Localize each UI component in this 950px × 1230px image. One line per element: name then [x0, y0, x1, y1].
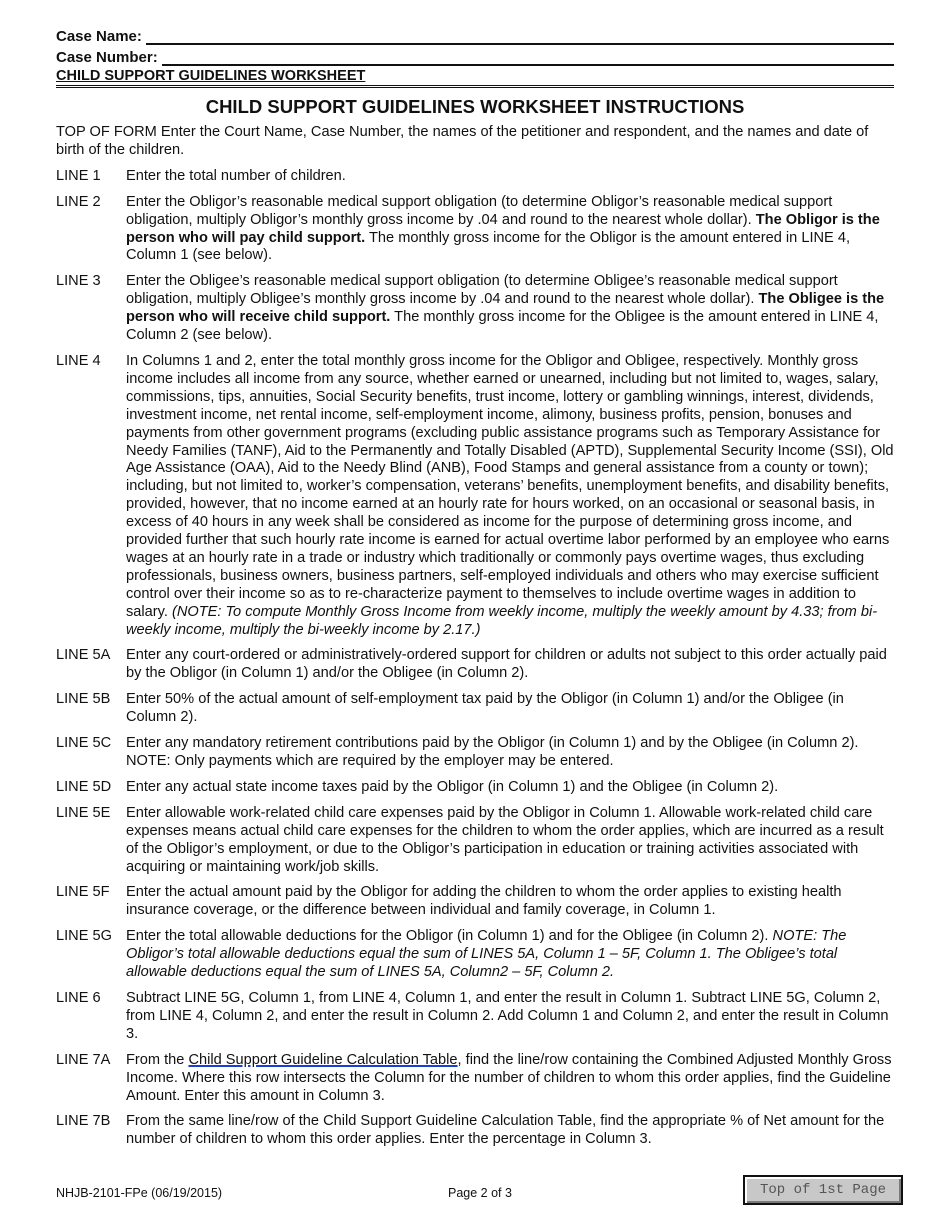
line-label: LINE 1	[56, 167, 101, 184]
line-text: In Columns 1 and 2, enter the total monthly gross income for the Obligor and Obligee, respectively. Monthly gross income includes all income from any source, whether earned or unearned, including but not limited to, wages, salary, commissions, tips, annuities, Social Security benefits, trust income, lottery or gambling winnings, interest, dividends, investment income, net rental income, self-employment income, alimony, business profits, pension, bonuses and payments from other government programs (excluding public assistance programs such as Temporary Assistance for Needy Families (TANF), Aid to the Permanently and Totally Disabled (APTD), Supplemental Security Income (SSI), Old Age Assistance (OAA), Aid to the Needy Blind (ANB), Food Stamps and general assistance from a county or town); including, but not limited to, worker’s compensation, veterans’ benefits, unemployment benefits, and disability benefits, provided, however, that no income earned at an hourly rate for hours worked, on an occasional or seasonal basis, in excess of 40 hours in any week shall be considered as income for the purpose of determining gross income, and provided further that such hourly rate income is earned for actual overtime labor performed by an employee who earns wages at an hourly rate in a trade or industry which traditionally or commonly pays overtime wages, thus excluding professionals, business owners, business partners, self-employed individuals and others who may exercise sufficient control over their income so as to re-characterize payment to themselves to include overtime wages in addition to salary. (NOTE: To compute Monthly Gross Income from weekly income, multiply the weekly amount by 4.33; from bi-weekly income, multiply the bi-weekly income by 2.17.)	[126, 352, 894, 638]
line-5a	[56, 647, 894, 683]
line-5g	[56, 928, 894, 982]
line-text: Enter the total allowable deductions for the Obligor (in Column 1) and for the Obligee (in Column 2). NOTE: The Obligor’s total allowable deductions equal the sum of LINES 5A, Column 1 – 5F, Column 1. The Obligee’s total allowable deductions equal the sum of LINES 5A, Column2 – 5F, Column 2.	[126, 928, 847, 981]
line-5c	[56, 735, 894, 771]
document-page	[56, 24, 894, 1157]
line-text: Enter the actual amount paid by the Obligor for adding the children to whom the order applies to existing health insurance coverage, or the difference between individual and family coverage, in Column 1.	[126, 884, 842, 919]
calculation-table-link[interactable]: Child Support Guideline Calculation Table	[188, 1051, 458, 1068]
line-text: Enter the Obligor’s reasonable medical support obligation (to determine Obligor’s reasonable medical support obligation, multiply Obligor’s monthly gross income by .04 and round to the nearest whole dollar). The Obligor is the person who will pay child support. The monthly gross income for the Obligor is the amount entered in LINE 4, Column 1 (see below).	[126, 193, 880, 264]
line-text: Enter any mandatory retirement contributions paid by the Obligor (in Column 1) and by the Obligee (in Column 2). NOTE: Only payments which are required by the employer may be entered.	[126, 735, 859, 769]
line-text: Enter the total number of children.	[126, 167, 346, 184]
line-5b	[56, 691, 894, 727]
line-5f	[56, 884, 894, 920]
line-text: From the same line/row of the Child Support Guideline Calculation Table, find the appropriate % of Net amount for the number of children to whom this order applies. Enter the percentage in Column 3.	[126, 1113, 885, 1148]
line-1	[56, 168, 894, 186]
line-text: Enter allowable work-related child care expenses paid by the Obligor in Column 1. Allowable work-related child care expenses means actual child care expenses for the children to whom the order applies, which are incurred as a result of the Obligor’s employment, or due to the Obligor’s participation in education or training activities associated with acquiring or maintaining work/job skills.	[126, 804, 884, 875]
case-name-row	[56, 24, 894, 45]
line-label: LINE 5B	[56, 691, 111, 708]
form-id: NHJB-2101-FPe (06/19/2015)	[56, 1186, 223, 1200]
line-4	[56, 353, 894, 640]
line-5d	[56, 779, 894, 797]
line-2	[56, 194, 894, 266]
case-number-field[interactable]	[162, 49, 894, 66]
line-text: From the Child Support Guideline Calculation Table, find the line/row containing the Combined Adjusted Monthly Gross Income. Where this row intersects the Column for the number of children to whom this order applies, find the Guideline Amount. Enter this amount in Column 3.	[126, 1051, 892, 1104]
intro-paragraph: TOP OF FORM Enter the Court Name, Case Number, the names of the petitioner and respondent, and the names and date of birth of the children.	[56, 124, 869, 158]
case-number-row	[56, 45, 894, 66]
line-label: LINE 7A	[56, 1051, 111, 1068]
line-label: LINE 5G	[56, 928, 112, 945]
case-name-label: Case Name:	[56, 28, 142, 45]
line-note: NOTE: The Obligor’s total allowable deductions equal the sum of LINES 5A, Column 1 – 5F, Column 1. The Obligee’s total allowable deductions equal the sum of LINES 5A, Column2 – 5F, Column 2.	[126, 928, 847, 981]
top-of-first-page-button[interactable]: Top of 1st Page	[743, 1175, 903, 1205]
line-text: Subtract LINE 5G, Column 1, from LINE 4, Column 1, and enter the result in Column 1. Subtract LINE 5G, Column 2, from LINE 4, Column 2, and enter the result in Column 2. Add Column 1 and Column 2, and enter the result in Column 3.	[126, 989, 889, 1042]
line-text: Enter 50% of the actual amount of self-employment tax paid by the Obligor (in Column 1) and/or the Obligee (in Column 2).	[126, 691, 844, 726]
obligor-definition: The Obligor is the person who will pay child support.	[126, 211, 880, 246]
line-label: LINE 5F	[56, 884, 110, 901]
page-number: Page 2 of 3	[448, 1186, 512, 1200]
case-number-label: Case Number:	[56, 49, 158, 66]
page-title: CHILD SUPPORT GUIDELINES WORKSHEET INSTRUCTIONS	[205, 96, 745, 117]
line-label: LINE 3	[56, 273, 101, 290]
line-label: LINE 5C	[56, 735, 112, 752]
line-7a	[56, 1052, 894, 1106]
line-text: Enter any actual state income taxes paid by the Obligor (in Column 1) and the Obligee (in Column 2).	[126, 778, 779, 795]
line-label: LINE 5D	[56, 778, 112, 795]
line-note: (NOTE: To compute Monthly Gross Income from weekly income, multiply the weekly amount by 4.33; from bi-weekly income, multiply the bi-weekly income by 2.17.)	[126, 603, 878, 638]
obligee-definition: The Obligee is the person who will receive child support.	[126, 291, 885, 326]
worksheet-title: CHILD SUPPORT GUIDELINES WORKSHEET	[56, 68, 366, 84]
line-text: Enter any court-ordered or administratively-ordered support for children or adults not subject to this order actually paid by the Obligor (in Column 1) and/or the Obligee (in Column 2).	[126, 647, 887, 682]
line-label: LINE 5A	[56, 647, 111, 664]
line-5e	[56, 805, 894, 877]
line-label: LINE 7B	[56, 1113, 111, 1130]
header-divider	[56, 85, 894, 88]
line-3	[56, 273, 894, 345]
line-6	[56, 990, 894, 1044]
line-7b	[56, 1113, 894, 1149]
line-label: LINE 2	[56, 193, 101, 210]
line-text: Enter the Obligee’s reasonable medical support obligation (to determine Obligee’s reasonable medical support obligation, multiply Obligee’s monthly gross income by .04 and round to the nearest whole dollar). The Obligee is the person who will receive child support. The monthly gross income for the Obligee is the amount entered in LINE 4, Column 2 (see below).	[126, 273, 885, 344]
line-label: LINE 4	[56, 352, 101, 369]
case-name-field[interactable]	[146, 28, 894, 45]
line-label: LINE 5E	[56, 804, 111, 821]
line-label: LINE 6	[56, 989, 101, 1006]
